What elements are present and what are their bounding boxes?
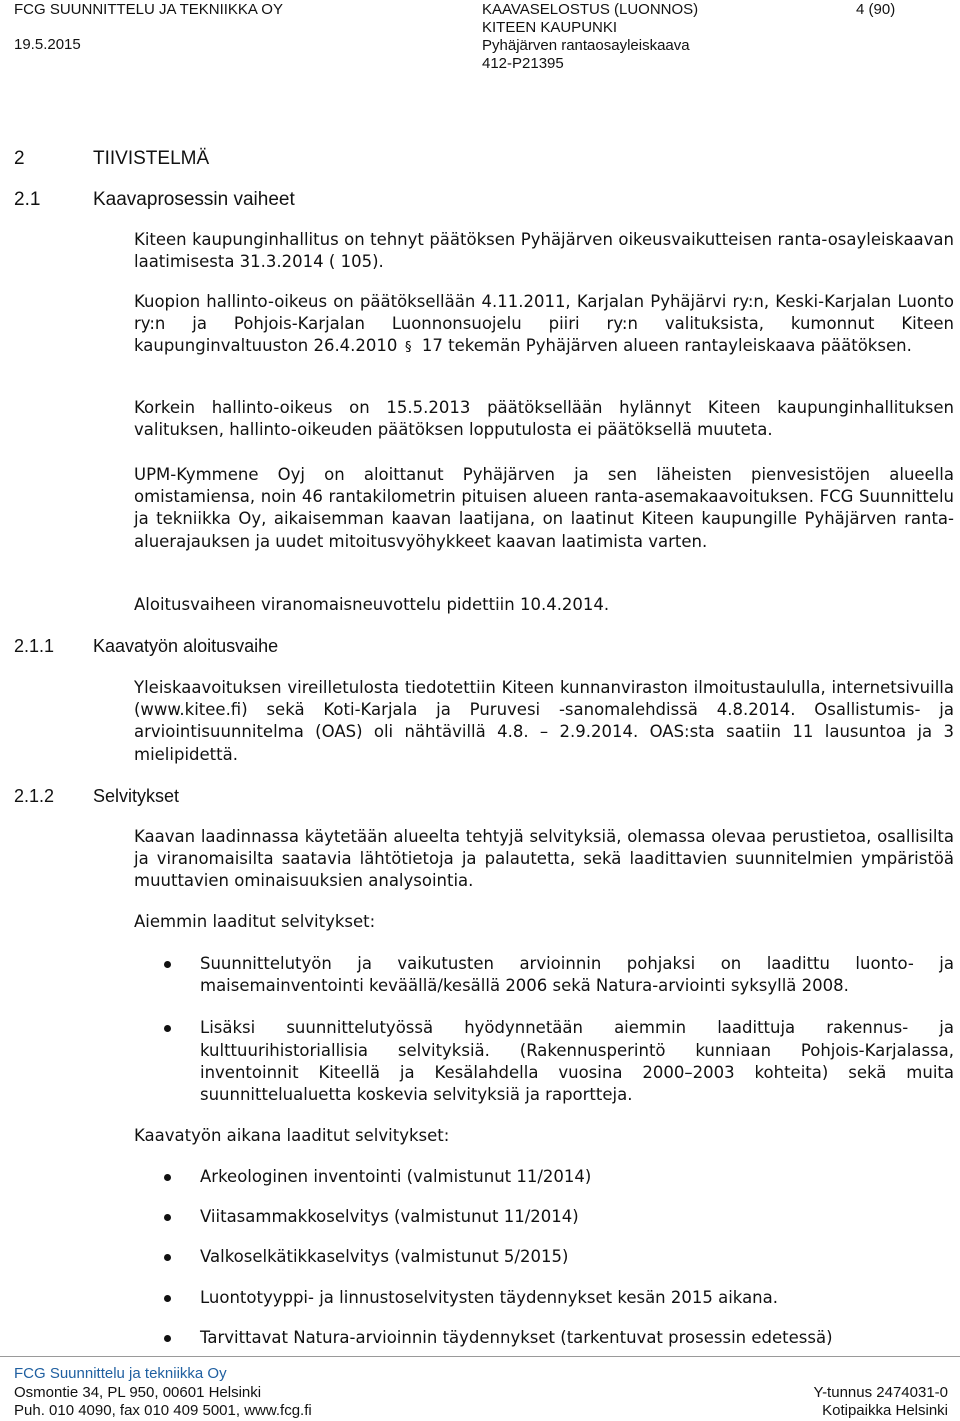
list-item-text: Lisäksi suunnittelutyössä hyödynnetään aiemmin laadittuja rakennus- ja kulttuurihistoriallisia selvityksiä. (Rakennusperintö kunniaan Pohjois-Karjalassa, inventoinnit Kiteellä ja Kesälahdella vuosina 2000–2003 kohteita) sekä muita suunnittelualuetta koskevia selvityksiä ja raportteja.: [200, 1018, 954, 1105]
bullet-icon: [164, 1174, 171, 1181]
list-item: [134, 953, 954, 997]
subsubsection-number-211: 2.1.1: [14, 636, 55, 656]
footer-contact: Puh. 010 4090, fax 010 409 5001, www.fcg.fi: [14, 1402, 312, 1419]
subsubsection-number-212: 2.1.2: [14, 786, 55, 806]
paragraph-text: [134, 291, 954, 358]
list-item-text: Valkoselkätikkaselvitys (valmistunut 5/2015): [200, 1247, 569, 1267]
header-company: FCG SUUNNITTELU JA TEKNIIKKA OY: [14, 1, 283, 18]
footer-company: [14, 1365, 227, 1383]
paragraph-administrative-court: [134, 291, 954, 358]
paragraph-text: Aloitusvaiheen viranomaisneuvottelu pidettiin 10.4.2014.: [134, 595, 610, 614]
subsubsection-title-211: Kaavatyön aloitusvaihe: [93, 636, 279, 656]
during-surveys-list: [134, 1166, 954, 1349]
bullet-icon: [164, 961, 171, 968]
paragraph-text-part1: Kuopion hallinto-oikeus on päätöksellään 4.11.2011, Karjalan Pyhäjärvi ry:n, Keski-Karjalan Luonto ry:n ja Pohjois-Karjalan Luonnonsuojelu piiri ry:n valituksista, kumonnut Kiteen kaupunginvaltuuston 26.4.2010: [134, 292, 954, 356]
section-number: 2: [14, 148, 25, 169]
paragraph-text-part2: 17 tekemän Pyhäjärven alueen rantayleiskaava päätöksen.: [421, 336, 912, 356]
subsubsection-title-212: Selvitykset: [93, 786, 180, 806]
footer-business-id: Y-tunnus 2474031-0: [813, 1384, 948, 1401]
list-item-text: Luontotyyppi- ja linnustoselvitysten täydennykset kesän 2015 aikana.: [200, 1287, 778, 1307]
earlier-surveys-list: [134, 953, 954, 1106]
header-doc-title: KAAVASELOSTUS (LUONNOS): [482, 1, 699, 18]
paragraph-text: Yleiskaavoituksen vireilletulosta tiedotettiin Kiteen kunnanviraston ilmoitustaululla, internetsivuilla (www.kitee.fi) sekä Koti-Karjala ja Puruvesi -sanomalehdissä 4.8.2014. Osallistumis- ja arviointisuunnitelma (OAS) oli nähtävillä 4.8. – 2.9.2014. OAS:sta saatiin 11 lausuntoa ja 3 mielipidettä.: [134, 678, 954, 764]
section-sign-icon: [405, 339, 415, 353]
list-item-text: Tarvittavat Natura-arvioinnin täydennykset (tarkentuvat prosessin edetessä): [200, 1327, 833, 1347]
header-project: Pyhäjärven rantaosayleiskaava: [482, 37, 690, 54]
paragraph-supreme-court: [134, 397, 954, 441]
paragraph-text: Kaavan laadinnassa käytetään alueelta tehtyjä selvityksiä, olemassa olevaa perustietoa, osallisilta ja viranomaisilta saatavia lähtötietoja ja palautetta, sekä laadittavien suunnitelmien ympäristöä muuttavien ominaisuuksien analysointia.: [134, 827, 954, 891]
list-item-text: Viitasammakkoselvitys (valmistunut 11/2014): [200, 1207, 579, 1227]
subsection-number: 2.1: [14, 189, 41, 210]
paragraph-decision: [134, 229, 954, 273]
paragraph-text: UPM-Kymmene Oyj on aloittanut Pyhäjärven ja sen läheisten pienvesistöjen alueella omistamiensa, noin 46 rantakilometrin pituisen alueen ranta-asemakaavoituksen. FCG Suunnittelu ja tekniikka Oy, aikaisemman kaavan laatijana, on laatinut Kiteen kaupungille Pyhäjärven ranta-aluerajauksen ja uudet mitoitusvyöhykkeet kaavan laatimista varten.: [134, 465, 954, 551]
svg-text:§: §: [404, 340, 412, 354]
header-client: KITEEN KAUPUNKI: [482, 19, 618, 36]
section-title: TIIVISTELMÄ: [93, 148, 210, 169]
bullet-icon: [164, 1335, 171, 1342]
header-date: 19.5.2015: [14, 36, 81, 53]
list-item-text: Arkeologinen inventointi (valmistunut 11/2014): [200, 1167, 592, 1186]
paragraph-upm: [134, 464, 954, 553]
during-surveys-heading: Kaavatyön aikana laaditut selvitykset:: [134, 1126, 450, 1145]
list-item-text: Suunnittelutyön ja vaikutusten arvioinnin pohjaksi on laadittu luonto- ja maisemainventointi keväällä/kesällä 2006 sekä Natura-arviointi syksyllä 2008.: [200, 954, 954, 996]
bullet-icon: [164, 1025, 171, 1032]
footer-address: Osmontie 34, PL 950, 00601 Helsinki: [14, 1384, 262, 1401]
list-item: [134, 1166, 954, 1188]
paragraph-negotiation: [134, 594, 954, 616]
paragraph-text: Kiteen kaupunginhallitus on tehnyt päätöksen Pyhäjärven oikeusvaikutteisen ranta-osayleiskaavan laatimisesta 31.3.2014 ( 105).: [134, 230, 954, 272]
footer-divider: [0, 1356, 960, 1357]
bullet-icon: [164, 1254, 171, 1261]
header-page-number: 4 (90): [856, 1, 896, 18]
bullet-icon: [164, 1295, 171, 1302]
list-item: [134, 1246, 954, 1268]
footer-domicile: Kotipaikka Helsinki: [822, 1402, 948, 1419]
bullet-icon: [164, 1214, 171, 1221]
footer-company-text: FCG Suunnittelu ja tekniikka Oy: [14, 1365, 227, 1382]
earlier-surveys-heading: Aiemmin laaditut selvitykset:: [134, 912, 376, 931]
list-item: [134, 1327, 954, 1349]
list-item: [134, 1287, 954, 1309]
list-item: [134, 1017, 954, 1106]
list-item: [134, 1206, 954, 1228]
paragraph-text: Korkein hallinto-oikeus on 15.5.2013 päätöksellään hylännyt Kiteen kaupunginhallituksen valituksen, hallinto-oikeuden päätöksen lopputulosta ei päätöksellä muuteta.: [134, 398, 954, 440]
paragraph-start-phase: [134, 677, 954, 766]
subsection-title: Kaavaprosessin vaiheet: [93, 189, 295, 210]
paragraph-surveys-intro: [134, 826, 954, 893]
header-project-code: 412-P21395: [482, 55, 564, 72]
